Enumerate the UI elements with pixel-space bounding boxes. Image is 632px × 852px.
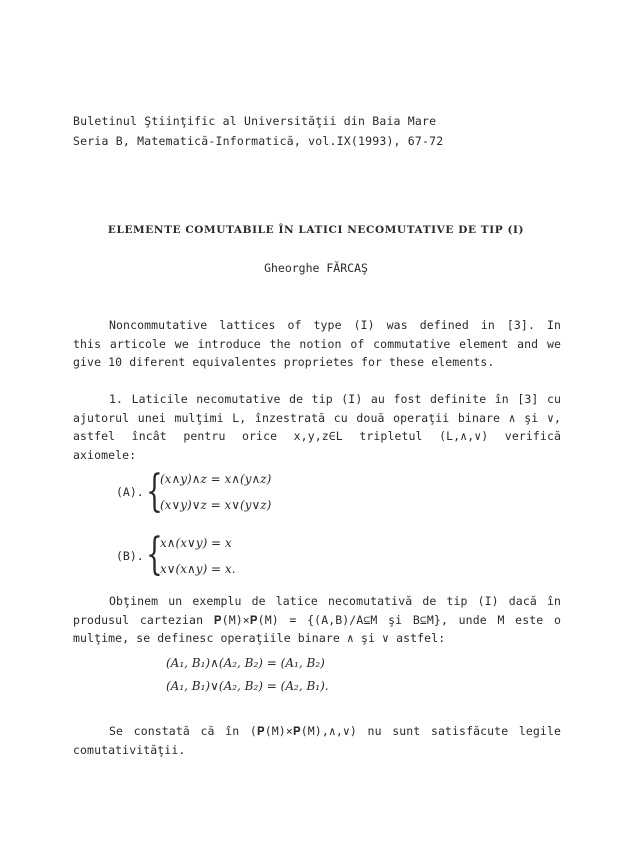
paragraph-line: Obţinem un exemplu de latice necomutativă de tip (I) dacă în (109, 594, 561, 608)
axiom-b-eq-2: x∨(x∧y) = x. (160, 562, 236, 576)
conclusion-paragraph (73, 722, 561, 759)
abstract-line: Noncommutative lattices of type (I) was defined in [3]. In (109, 318, 561, 332)
example-eq-2: (A₁, B₁)∨(A₂, B₂) = (A₂, B₁). (166, 679, 329, 693)
paragraph-line: produsul cartezian 𝐏(M)×𝐏(M) = {(A,B)/A⊆M şi B⊆M}, unde M este o (73, 612, 561, 627)
paragraph-line: axiomele: (73, 447, 137, 462)
axiom-a-label: (A). (116, 485, 144, 499)
paragraph-line: comutativităţii. (73, 742, 186, 757)
axiom-a-eq-1: (x∧y)∧z = x∧(y∧z) (160, 472, 272, 486)
section-1-paragraph (73, 390, 561, 464)
paragraph-line: Se constată că în (𝐏(M)×𝐏(M),∧,∨) nu sunt satisfăcute legile (109, 724, 561, 738)
example-paragraph (73, 592, 561, 648)
journal-line-1: Buletinul Ştiinţific al Universităţii din Baia Mare (73, 114, 437, 128)
journal-line-2: Seria B, Matematică-Informatică, vol.IX(1993), 67-72 (73, 134, 444, 148)
paragraph-line: 1. Laticile necomutative de tip (I) au fost definite în [3] cu (109, 392, 561, 406)
paragraph-line: astfel încât pentru orice x,y,z∈L tripletul (L,∧,∨) verifică (73, 429, 561, 443)
paragraph-line: mulţime, se definesc operaţiile binare ∧ şi ∨ astfel: (73, 631, 446, 645)
axiom-a-brace: { (146, 466, 163, 517)
abstract-line: give 10 diferent equivalentes proprietes for these elements. (73, 355, 495, 369)
axiom-a-eq-2: (x∨y)∨z = x∨(y∨z) (160, 498, 272, 512)
axiom-b-brace: { (146, 529, 163, 580)
abstract-line: this articole we introduce the notion of commutative element and we (73, 336, 561, 351)
paper-title: ELEMENTE COMUTABILE ÎN LATICI NECOMUTATIVE DE TIP (I) (107, 224, 525, 236)
paragraph-line: ajutorul unei mulţimi L, înzestrată cu două operaţii binare ∧ şi ∨, (73, 410, 561, 425)
abstract (73, 316, 561, 372)
author-name: Gheorghe FĂRCAŞ (264, 261, 368, 275)
axiom-b-eq-1: x∧(x∨y) = x (160, 536, 232, 550)
axiom-b-label: (B). (116, 549, 144, 563)
example-eq-1: (A₁, B₁)∧(A₂, B₂) = (A₁, B₂) (166, 656, 325, 670)
